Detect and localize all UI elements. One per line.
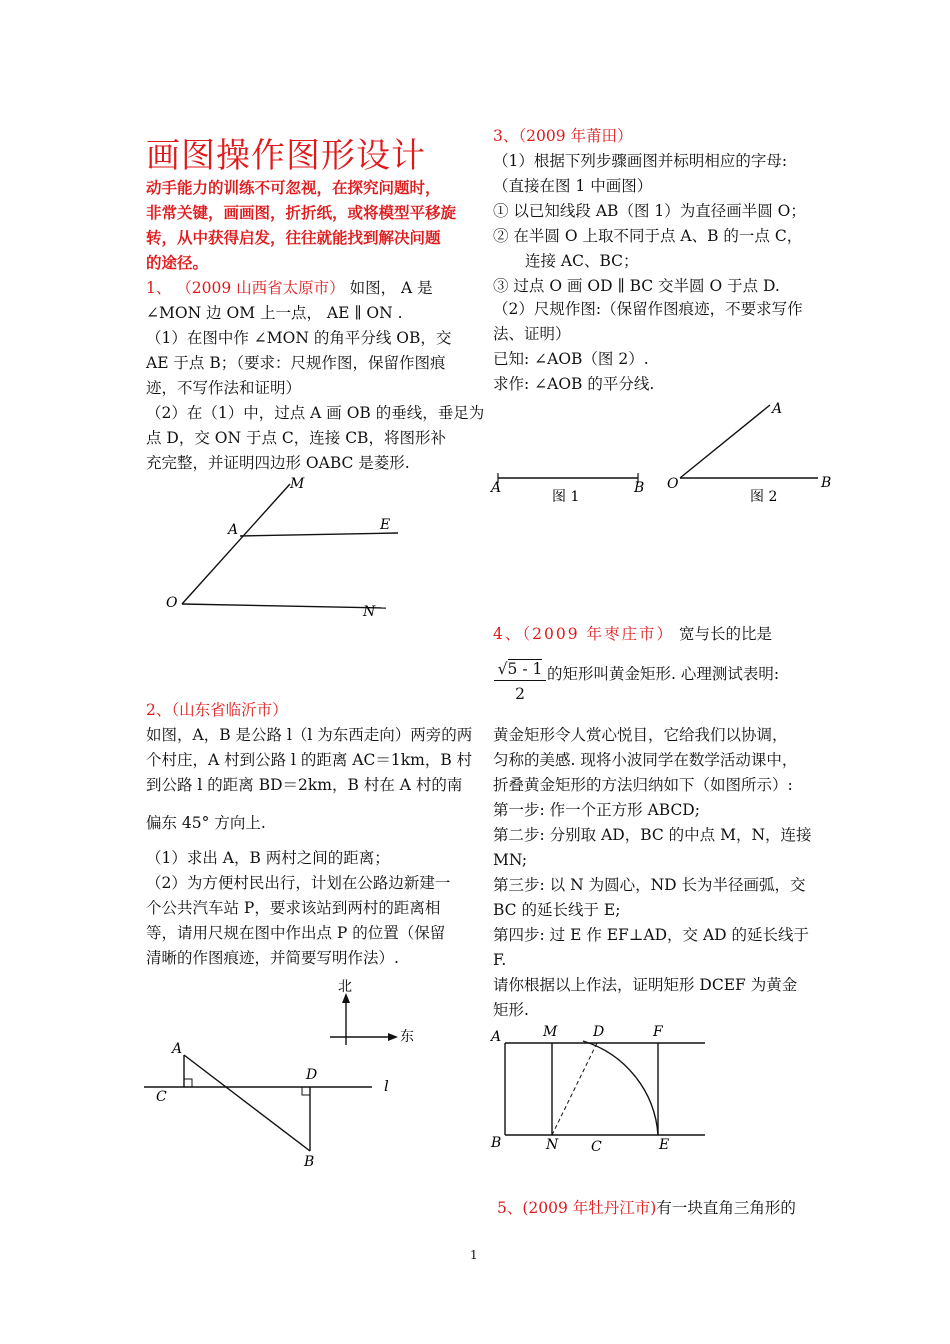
fig1-label-B: B (634, 480, 645, 496)
golden-ratio-fraction: √5 - 1 2 (494, 660, 546, 703)
label-M: M (543, 1024, 558, 1040)
label-A: A (172, 1041, 183, 1057)
problem1-line: ∠MON 边 OM 上一点， AE ∥ ON . (146, 304, 403, 322)
label-M: M (290, 476, 305, 492)
problem2-line: （1）求出 A，B 两村之间的距离； (146, 849, 390, 867)
label-north: 北 (338, 979, 352, 995)
problem2-line: 如图，A，B 是公路 l（l 为东西走向）两旁的两 (146, 726, 473, 744)
problem1-line: 点 D，交 ON 于点 C，连接 CB，将图形补 (146, 429, 446, 447)
problem4-line: 矩形. (493, 1001, 529, 1019)
problem1-line: 迹，不写作法和证明） (146, 379, 302, 397)
problem2-line: 个公共汽车站 P，要求该站到两村的距离相 (146, 899, 441, 917)
label-B: B (491, 1135, 502, 1151)
problem3-line: 求作: ∠AOB 的平分线. (493, 375, 655, 393)
problem5-tail: 有一块直角三角形的 (656, 1199, 796, 1217)
intro-line: 转，从中获得启发，往往就能找到解决问题 (146, 228, 441, 247)
problem3-head: 3、（2009 年莆田） (493, 127, 633, 145)
problem2-head: 2、（山东省临沂市） (146, 701, 288, 719)
problem2-line: 清晰的作图痕迹，并简要写明作法）. (146, 949, 399, 967)
problem2-line: （2）为方便村民出行，计划在公路边新建一 (146, 874, 451, 892)
label-D: D (593, 1024, 605, 1040)
label-A: A (228, 522, 239, 538)
label-E: E (380, 517, 391, 533)
problem4-line: 第三步: 以 N 为圆心，ND 长为半径画弧，交 (493, 876, 806, 894)
problem1-line: 如图， A 是 (349, 279, 433, 297)
problem4-line: MN; (493, 851, 528, 869)
label-A: A (491, 1029, 502, 1045)
problem4-fraction-tail: 的矩形叫黄金矩形. 心理测试表明: (547, 665, 780, 683)
problem4-line: BC 的延长线于 E; (493, 901, 621, 919)
problem4-line: 第一步: 作一个正方形 ABCD; (493, 801, 700, 819)
problem1-head: 1、 （2009 山西省太原市） (146, 279, 345, 297)
problem3-line: （2）尺规作图:（保留作图痕迹，不要求写作 (493, 300, 803, 318)
problem4-line: 黄金矩形令人赏心悦目，它给我们以协调， (493, 726, 788, 744)
problem2-line: 偏东 45° 方向上. (146, 814, 266, 832)
problem1-line: 充完整，并证明四边形 OABC 是菱形. (146, 454, 410, 472)
fig2-label-O: O (667, 476, 679, 492)
problem3-line: ③ 过点 O 画 OD ∥ BC 交半圆 O 于点 D. (493, 277, 780, 295)
problem3-line: 已知: ∠AOB（图 2）. (493, 350, 649, 368)
problem1-line: （2）在（1）中，过点 A 画 OB 的垂线，垂足为 (146, 404, 485, 422)
fig1-label-A: A (491, 480, 502, 496)
problem4-line: F. (493, 951, 507, 969)
problem4-line: 第四步: 过 E 作 EF⊥AD，交 AD 的延长线于 (493, 926, 809, 944)
label-l: l (384, 1077, 389, 1095)
problem2-line: 等，请用尺规在图中作出点 P 的位置（保留 (146, 924, 446, 942)
problem3-line: （1）根据下列步骤画图并标明相应的字母: (493, 152, 788, 170)
problem5-row (497, 1198, 796, 1218)
label-C: C (156, 1089, 167, 1105)
label-E: E (659, 1137, 670, 1153)
fraction-denominator: 2 (515, 685, 525, 703)
problem4-line: 请你根据以上作法，证明矩形 DCEF 为黄金 (493, 976, 798, 994)
problem4-head-row (493, 624, 772, 644)
problem2-figure (140, 975, 430, 1175)
problem4-figure (485, 1015, 715, 1160)
problem4-head: 4、（2009 年枣庄市） (493, 625, 674, 643)
fig2-label-A: A (772, 401, 783, 417)
page-number: 1 (470, 1248, 478, 1262)
intro-line: 非常关键，画画图，折折纸，或将模型平移旋 (146, 203, 457, 222)
problem1-line: AE 于点 B；（要求：尺规作图，保留作图痕 (146, 354, 446, 372)
label-C: C (591, 1139, 602, 1155)
problem3-line: ② 在半圆 O 上取不同于点 A、B 的一点 C， (493, 227, 803, 245)
fig2-caption: 图 2 (750, 489, 778, 505)
page-title: 画图操作图形设计 (146, 136, 426, 176)
intro-line: 动手能力的训练不可忽视，在探究问题时， (146, 178, 441, 197)
problem2-line: 到公路 l 的距离 BD＝2km，B 村在 A 村的南 (146, 776, 463, 794)
label-D: D (306, 1067, 318, 1083)
fig1-caption: 图 1 (552, 489, 580, 505)
problem2-line: 个村庄，A 村到公路 l 的距离 AC＝1km，B 村 (146, 751, 473, 769)
problem3-line: 法、证明） (493, 325, 571, 343)
problem3-line: （直接在图 1 中画图） (493, 177, 653, 195)
problem4-line: 折叠黄金矩形的方法归纳如下（如图所示）: (493, 776, 793, 794)
label-east: 东 (400, 1029, 414, 1045)
problem4-head-tail: 宽与长的比是 (678, 625, 772, 643)
problem3-figures (488, 395, 838, 510)
problem4-line: 匀称的美感. 现将小波同学在数学活动课中， (493, 751, 798, 769)
problem1-figure (160, 470, 420, 620)
problem3-line: ① 以已知线段 AB（图 1）为直径画半圆 O； (493, 202, 806, 220)
label-B: B (304, 1154, 315, 1170)
problem1-line: （1）在图中作 ∠MON 的角平分线 OB，交 (146, 329, 452, 347)
label-O: O (166, 595, 178, 611)
label-N: N (546, 1137, 559, 1153)
problem5-head: 5、(2009 年牡丹江市) (497, 1199, 657, 1217)
fraction-numerator: 5 - 1 (507, 660, 543, 678)
label-N: N (363, 604, 376, 620)
fig2-label-B: B (821, 475, 832, 491)
problem3-line: 连接 AC、BC； (525, 252, 639, 270)
intro-line: 的途径。 (146, 253, 209, 272)
problem4-line: 第二步: 分别取 AD，BC 的中点 M，N，连接 (493, 826, 812, 844)
label-F: F (653, 1024, 663, 1040)
problem1-head-row (146, 278, 433, 298)
